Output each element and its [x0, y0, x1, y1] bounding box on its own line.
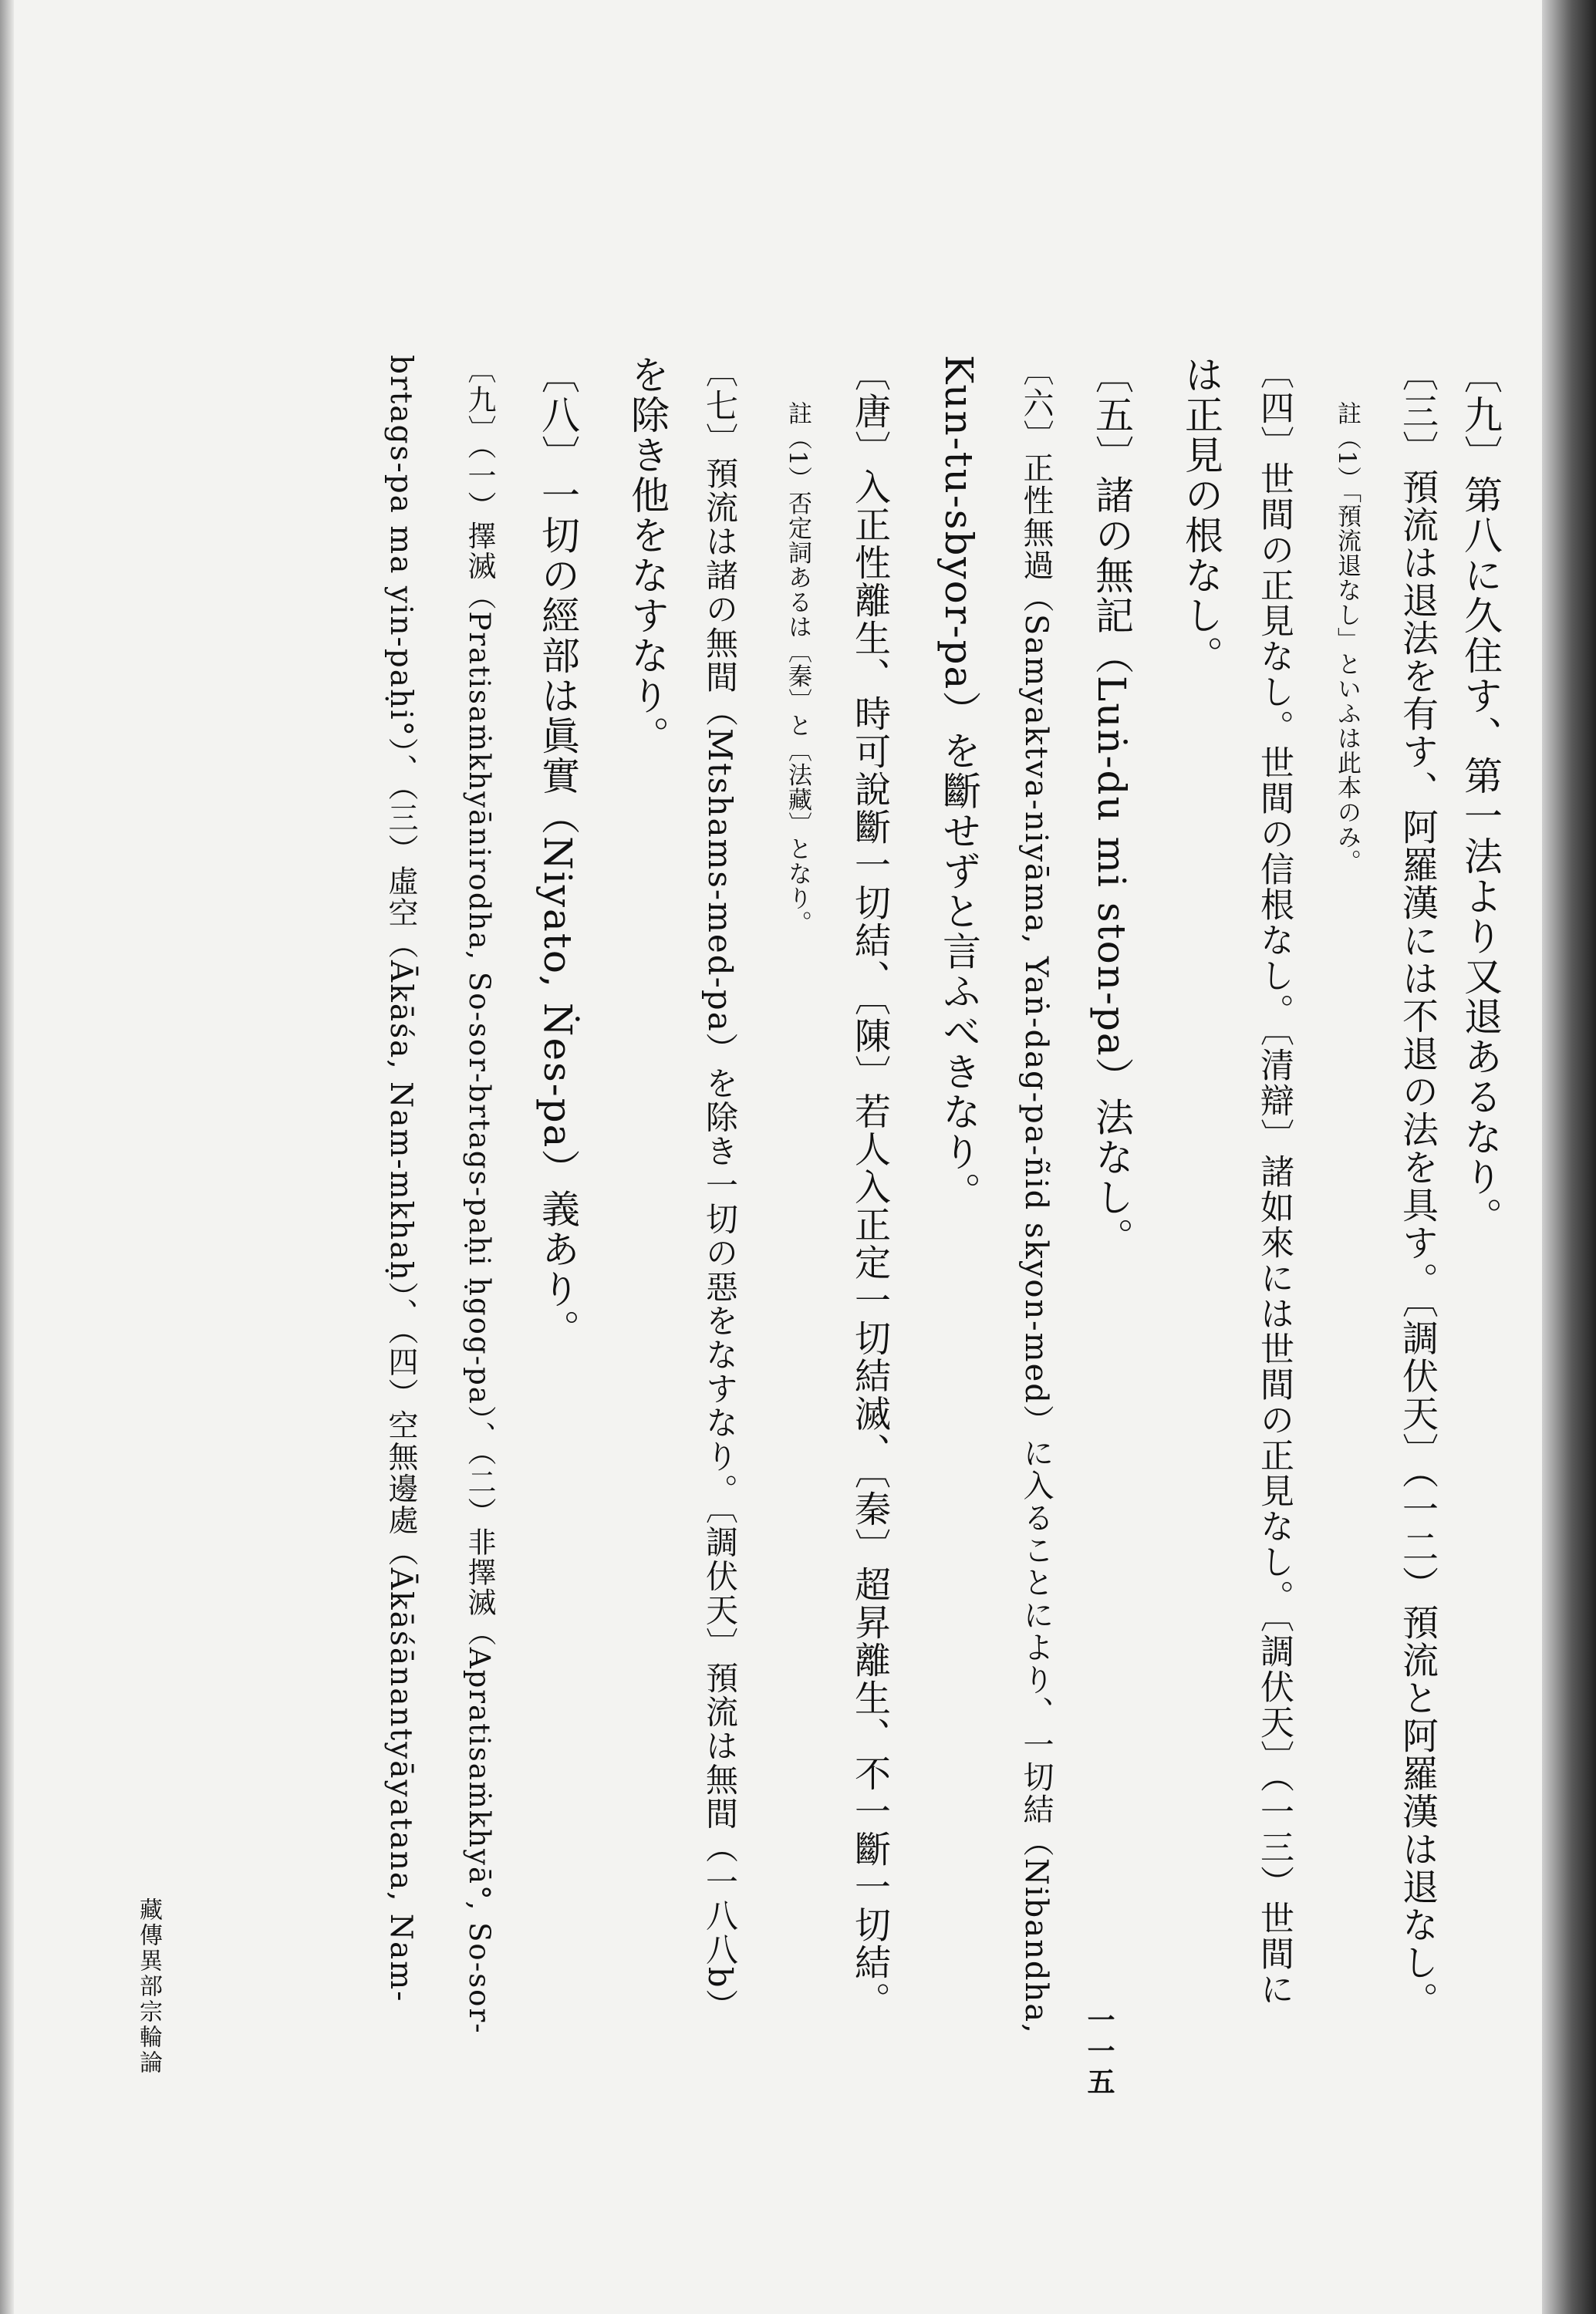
- page-number: 一一五: [1083, 2005, 1115, 2098]
- text-line: 〔九〕（一）擇滅（Pratisaṁkhyānirodha, So-sor-brtags-paḥi ḥgog-pa）、（二）非擇滅（Apratisaṁkhyā°, So-sor-: [463, 355, 496, 2035]
- text-line: 〔三〕預流は退法を有す、阿羅漢には不退の法を具す。〔調伏天〕（一二）預流と阿羅漢は退なし。: [1396, 355, 1439, 2019]
- binding-shadow: [1542, 0, 1596, 2314]
- footnote-line: 註（1）「預流退なし」といふは此本のみ。: [1333, 401, 1361, 875]
- text-line: を除き他をなすなり。: [625, 355, 670, 756]
- text-line: 〔七〕預流は諸の無間（Mtshams-med-pa）を除き一切の惡をなすなり。〔調伏天〕預流は無間（一八八b）: [701, 355, 739, 2023]
- running-head: 藏傳異部宗輪論: [135, 1897, 162, 2076]
- page-left-edge: [0, 0, 14, 2314]
- text-line: 〔四〕世間の正見なし。世間の信根なし。〔清辯〕諸如來には世間の正見なし。〔調伏天〕（一三）世間に: [1254, 355, 1294, 2007]
- text-line: 〔五〕諸の無記（Luṅ-du mi ston-pa）法なし。: [1089, 355, 1134, 1258]
- text-line: Kun-tu-sbyor-pa）を斷せずと言ふべきなり。: [936, 355, 981, 1213]
- text-line: 〔八〕一切の經部は眞實（Niyato, Ṅes-pa）義あり。: [535, 355, 580, 1350]
- text-line: brtags-pa ma yin-paḥi°）、（三）虛空（Ākāśa, Nam-mkhaḥ）、（四）空無邊處（Ākāśānantyāyatana, Nam-: [383, 355, 418, 2003]
- text-line: 〔九〕第八に久住す、第一法より又退あるなり。: [1458, 355, 1503, 1237]
- footnote-line: 註（1）否定詞あるは〔秦〕と〔法藏〕となり。: [784, 401, 811, 936]
- text-line: は正見の根なし。: [1179, 355, 1223, 676]
- text-line: 〔唐〕入正性離生、時可說斷一切結、〔陳〕若人入正定一切結滅、〔秦〕超昇離生、不一斷一切結。: [849, 355, 891, 2019]
- text-body: [131, 355, 1504, 2052]
- text-line: 〔六〕正性無過（Samyaktva-niyāma, Yaṅ-dag-pa-ñid skyon-med）に入ることにより、一切結（Nibandha,: [1018, 355, 1054, 2035]
